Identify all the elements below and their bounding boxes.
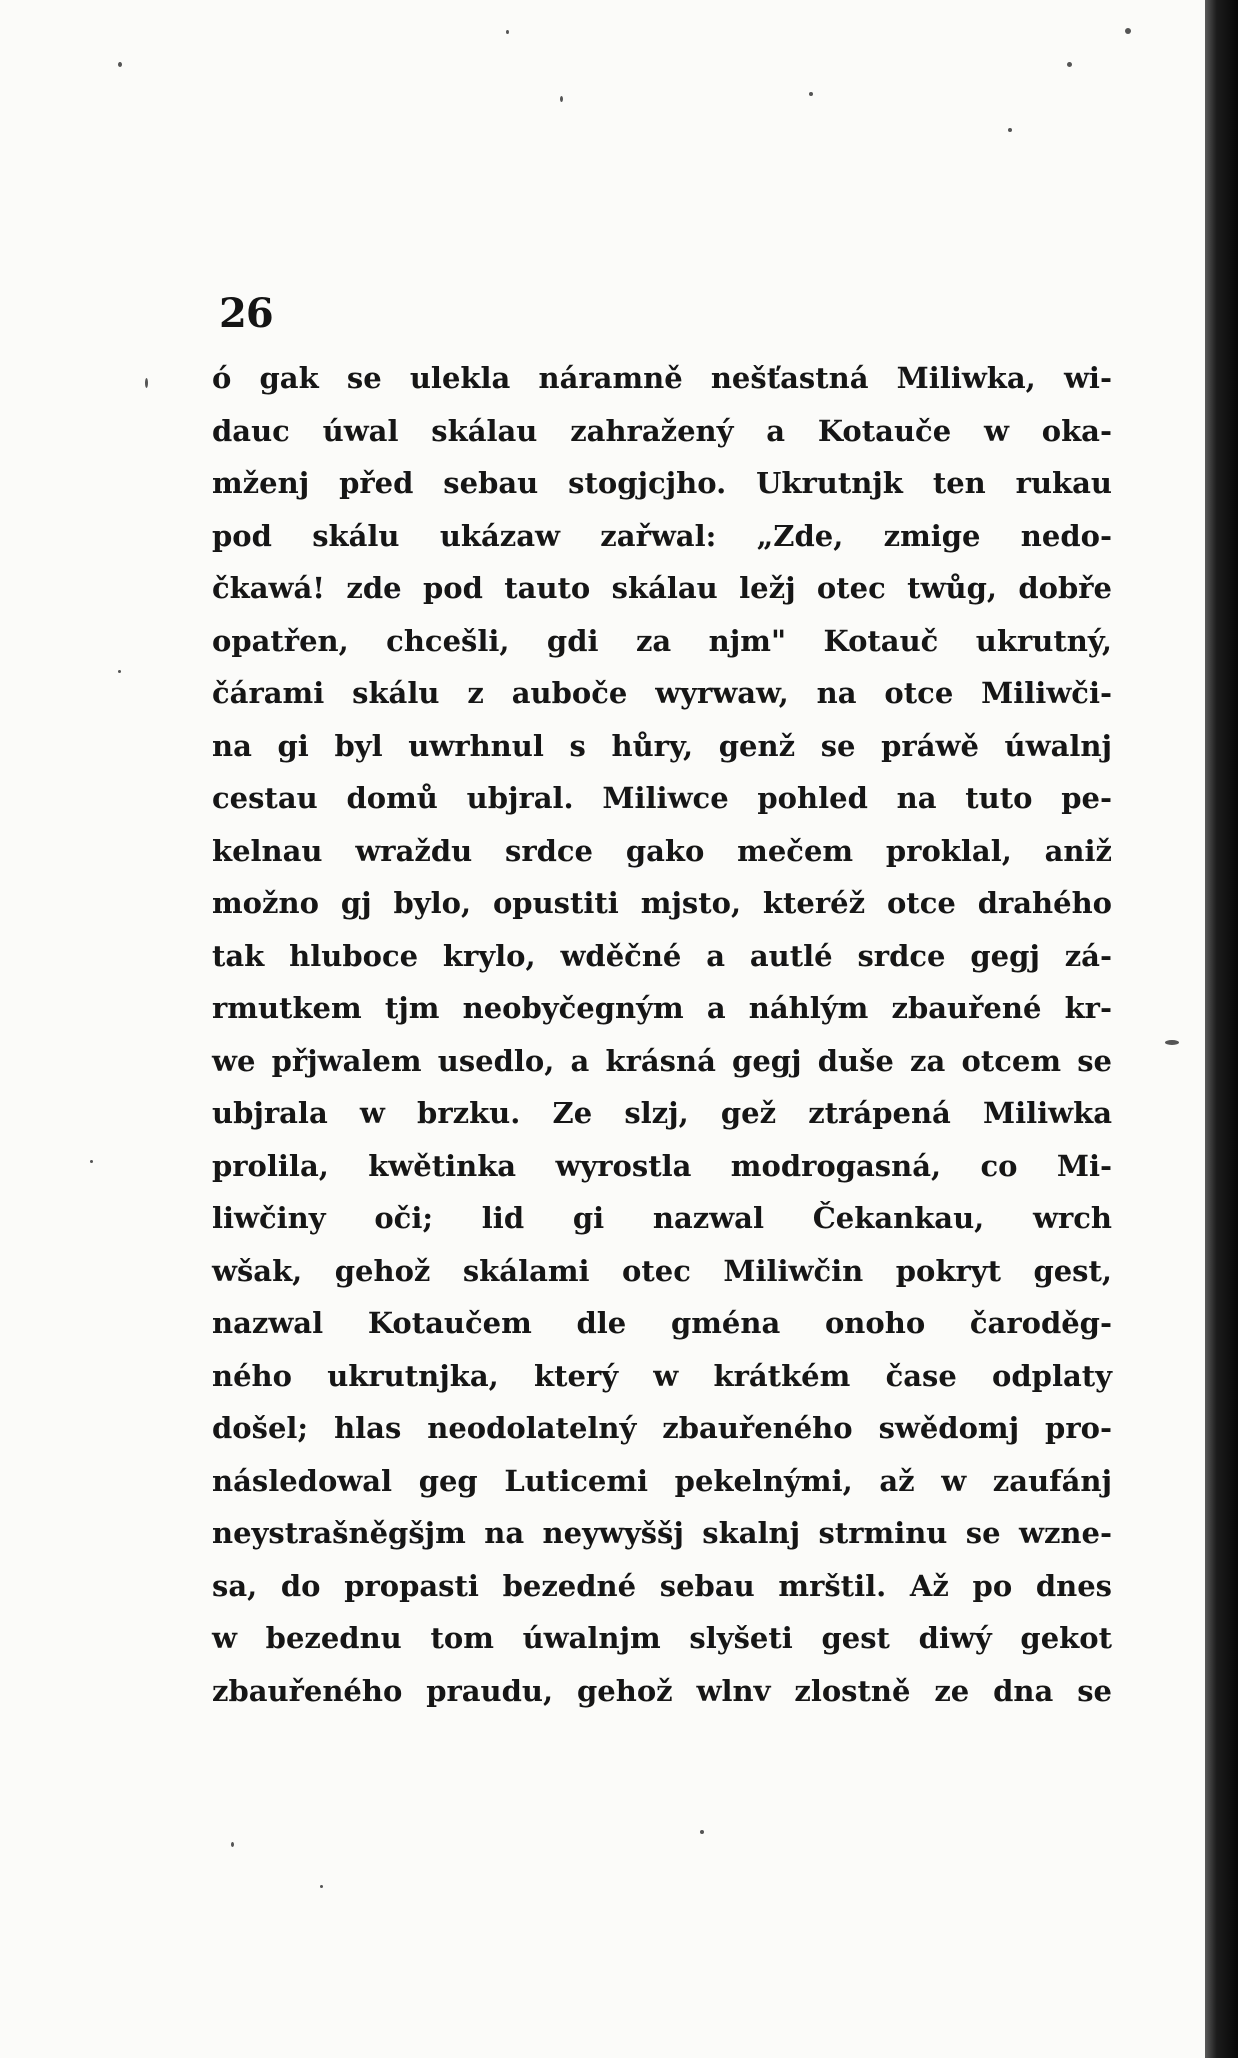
text-line: nazwal Kotaučem dle gména onoho čaroděg- [212, 1306, 1112, 1340]
text-line: mženj před sebau stogjcjho. Ukrutnjk ten rukau [212, 466, 1112, 500]
speck [560, 96, 563, 102]
speck [809, 92, 813, 96]
text-line: w bezednu tom úwalnjm slyšeti gest diwý gekot [212, 1621, 1112, 1655]
text-line: prolila, kwětinka wyrostla modrogasná, co Mi- [212, 1148, 1112, 1183]
text-line: tak hluboce krylo, wděčné a autlé srdce gegj zá- [212, 938, 1112, 973]
text-line: zbauřeného praudu, gehož wlnv zlostně ze dna se [212, 1673, 1112, 1708]
text-line: dauc úwal skálau zahražený a Kotauče w oka- [212, 413, 1112, 448]
text-line: opatřen, chcešli, gdi za njm" Kotauč ukrutný, [212, 623, 1112, 658]
text-line: sa, do propasti bezedné sebau mrštil. Až po dnes [212, 1568, 1112, 1603]
speck [1008, 128, 1012, 132]
speck [320, 1885, 323, 1888]
text-line: ného ukrutnjka, který w krátkém čase odplaty [212, 1358, 1112, 1393]
text-line: rmutkem tjm neobyčegným a náhlým zbauřené kr- [212, 991, 1112, 1025]
text-line: kelnau wraždu srdce gako mečem proklal, aniž [212, 833, 1112, 868]
text-line: pod skálu ukázaw zařwal: „Zde, zmige nedo- [212, 518, 1112, 553]
text-line: čkawá! zde pod tauto skálau ležj otec twůg, dobře [212, 571, 1112, 605]
speck [231, 1842, 234, 1847]
text-line: ó gak se ulekla náramně nešťastná Miliwka, wi- [212, 361, 1112, 395]
body-text [212, 352, 1112, 1717]
text-line: došel; hlas neodolatelný zbauřeného swědomj pro- [212, 1411, 1112, 1445]
speck [700, 1830, 704, 1834]
speck [1165, 1040, 1179, 1045]
speck [145, 378, 148, 388]
speck [118, 62, 122, 67]
page-number: 26 [219, 290, 273, 337]
speck [90, 1160, 93, 1163]
text-line: ubjrala w brzku. Ze slzj, gež ztrápená Miliwka [212, 1096, 1112, 1130]
speck [1067, 62, 1072, 67]
text-line: wšak, gehož skálami otec Miliwčin pokryt gest, [212, 1253, 1112, 1288]
text-line: na gi byl uwrhnul s hůry, genž se práwě úwalnj [212, 728, 1112, 763]
text-line: možno gj bylo, opustiti mjsto, kteréž otce drahého [212, 886, 1112, 920]
speck [118, 670, 121, 673]
text-line: liwčiny oči; lid gi nazwal Čekankau, wrch [212, 1201, 1112, 1235]
text-line: čárami skálu z auboče wyrwaw, na otce Miliwči- [212, 676, 1112, 710]
text-line: následowal geg Luticemi pekelnými, až w zaufánj [212, 1463, 1112, 1498]
speck [506, 30, 509, 34]
text-line: cestau domů ubjral. Miliwce pohled na tuto pe- [212, 781, 1112, 815]
text-line: we přjwalem usedlo, a krásná gegj duše za otcem se [212, 1043, 1112, 1078]
text-line: neystrašněgšjm na neywyššj skalnj strminu se wzne- [212, 1516, 1112, 1550]
speck [1125, 28, 1131, 34]
page-edge-shadow [1205, 0, 1238, 2058]
